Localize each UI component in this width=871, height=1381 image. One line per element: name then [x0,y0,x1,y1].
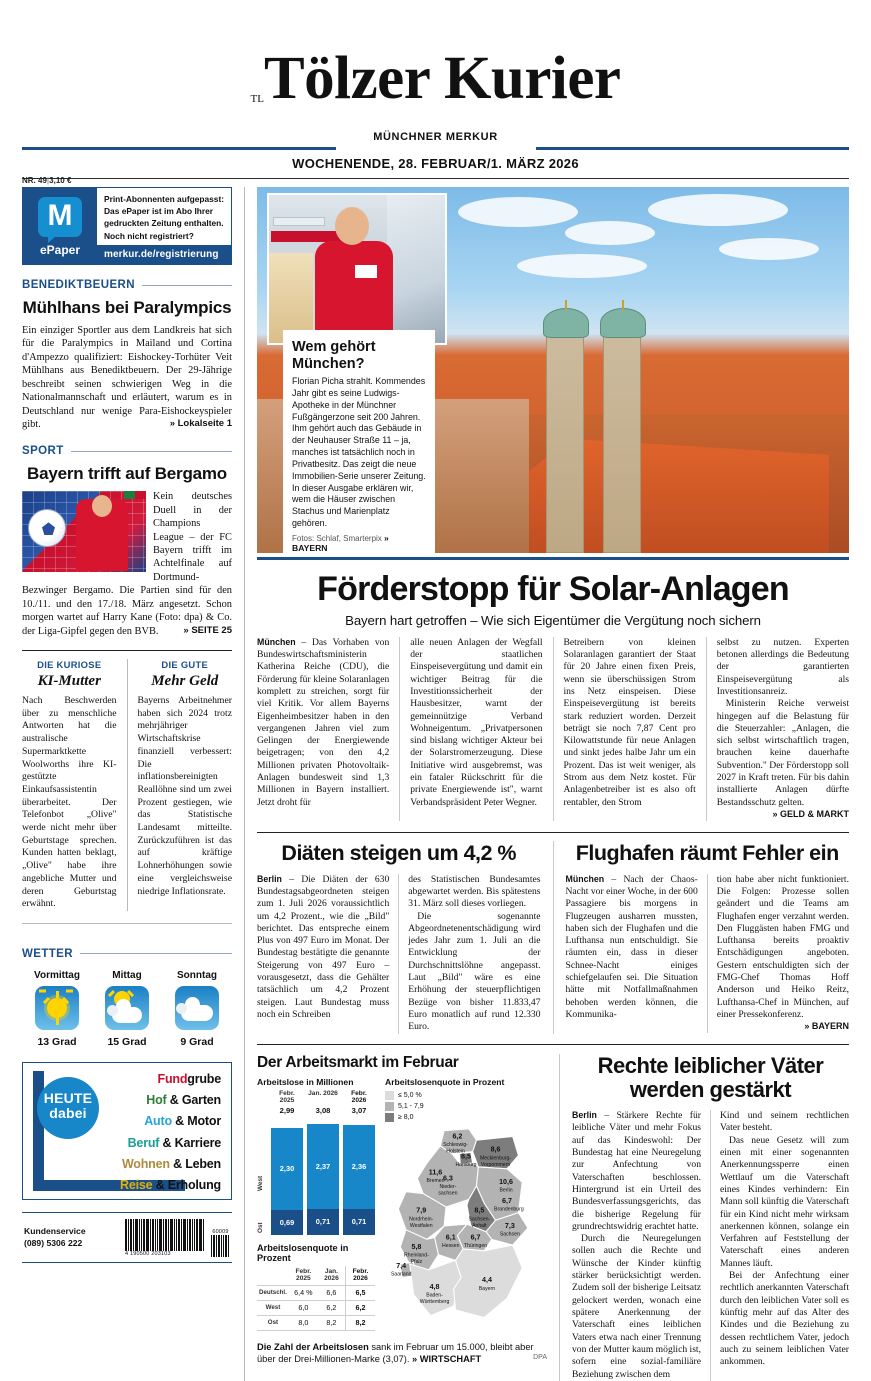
weather-days [22,970,232,1048]
legend-item [385,1112,547,1123]
bar-total: 3,07 [351,1105,367,1115]
story-diaeten [257,841,541,1034]
diaeten-headline[interactable]: Diäten steigen um 4,2 % [281,840,517,865]
rule-left [22,147,336,150]
tower-dome [600,308,646,338]
bar-segment-ost: 0,71 [343,1209,375,1235]
issue-price: 3,10 € [49,176,72,185]
supplement-auto-motor[interactable] [120,1114,221,1128]
cell: 6,0 [289,1300,318,1315]
lead-col2-text: alle neuen Anlagen der Wegfall der staatlichen Einspeisevergütung und damit ein wichtiger Beitrag für die Investitionssicherheit der Hausbesitzer, warnt der gemeinnützige Verband Wohneigentum. „Privatpersonen sind bislang wichtiger Akteur bei der Solarstromerzeugung. Diese Initiative wird ausgebremst, was ein fataler Rückschritt für die private Energiewende ist", warnt Verbandspräsident Peter Wegner. [410,636,543,808]
infographic-caption [257,1341,547,1366]
sport-body-text: Kein deutsches Duell in der Champions League – der FC Bayern trifft im Achtelfinale auf Dortmund-Bezwinger Bergamo. Die Partien sind für den 10./11. und den 17./18. März angesetzt. Schon morgen wartet auf Harry Kane (Foto: dpa) & Co. der Liga-Gipfel gegen den BVB. [22,491,232,637]
bar-column [343,1117,375,1235]
sup-part-b: Motor [187,1114,221,1129]
bar-axis-labels [257,1117,269,1235]
customer-service-text [24,1226,86,1249]
gute-body: Bayerns Arbeitnehmer haben sich 2024 trotz mehrjähriger Wirtschaftskrise finanziell verbessert: Die inflationsbereinigten Reallöhne sind um zwei Prozent gestiegen, wie das Statistische Landesamt mitteilte. Zurückzuführen ist das auf kräftige Lohnerhöhungen sowie eine vergleichsweise niedrige Inflationsrate. [137,695,232,897]
heute-supplement-list [120,1072,221,1199]
lead-col-3 [553,637,696,821]
weather-day-temp: 13 Grad [37,1035,77,1048]
value-mecklenburg-vorpommern: 8,6 [490,1145,501,1154]
svg-text:Rheinland-: Rheinland- [404,1252,429,1259]
issue-no: NR. 49 [22,176,47,185]
cell: 6,2 [345,1300,375,1315]
value-nordrhein-westfalen: 7,9 [416,1206,427,1215]
kuriose-body: Nach Beschwerden über zu menschliche Antworten hat die australische Supermarktkette Woolworths ihre KI-gestützte Einkaufsassistentin überarbeitet. Der Telefonbot „Olive" werde nicht mehr über Geburtstage sprechen. Kunden hatten beklagt, „Olive" habe ihre angebliche Mutter und deren Geburtstag erwähnt. [22,695,117,910]
th-col2: Jan. 2026 [318,1266,346,1286]
service-phone: (089) 5306 222 [24,1237,83,1248]
cloud-shape [112,1007,142,1023]
weather-widget[interactable] [22,923,232,1048]
svg-text:Nieder-: Nieder- [439,1184,457,1191]
sport-kicker-rule [71,451,232,452]
cell: 6,4 % [289,1285,318,1300]
value-thueringen: 6,7 [470,1233,481,1242]
supplement-fundgrube[interactable] [120,1072,221,1086]
hero-caption-credit [292,533,426,553]
lead-col3-text: Betreibern von kleinen Solaranlagen garantiert der Staat für 20 Jahre einen fixen Preis, wenn sie überschüssigen Strom ins Netz einspeisen. Diese Einspeisevergütung ist bereits stark reduziert worden. Derzeit beträgt sie noch 7,87 Cent pro Kilowattstunde für neue Anlagen und sinkt jedes halbe Jahr um ein Prozent. Das ist weit weniger, als Strom aus dem Netz kostet. Für Anlagenbetreiber ist es also oft rentabler, den Strom [563,636,696,808]
bar-column [271,1117,303,1235]
legend-swatch-mid [385,1102,394,1111]
value-niedersachsen: 6,3 [442,1174,453,1183]
sup-part-b: Leben [185,1156,221,1171]
hero-caption-ref[interactable]: » BAYERN [292,533,389,553]
sup-part-a: Beruf [127,1135,160,1150]
bar-total: 3,08 [315,1105,331,1115]
svg-text:Bremen: Bremen [426,1178,445,1185]
page-grid [22,187,849,1381]
flughafen-col2-text: tion habe aber nicht funktioniert. Die Folgen: Prozesse sollen geändert und die Teams am Flughafen enger verzahnt werden. Den Fluggästen haben FMG und Lufthansa bereits proaktiv Entschädigungen angeboten. Gestern entschuldigten sich der FMG-Chef Thomas Hoff Anderson und Heiko Reitz, Lufthansa-Chef in München, auf einer Pressekonferenz. [716,873,849,1021]
vaeter-col-1 [572,1110,701,1381]
weather-day-name: Sonntag [177,969,217,981]
epaper-url-link[interactable]: merkur.de/registrierung [97,245,231,264]
map-svg [385,1125,547,1330]
lead-col4a-text: selbst zu nutzen. Experten betonen allerdings die Bedeutung der garantierten Einspeisevergütung als Investitionsanreiz. [716,636,849,697]
heute-badge-line1: HEUTE [43,1089,93,1106]
legend-swatch-low [385,1091,394,1100]
sup-part-a: Reise [120,1177,153,1192]
table-row [257,1300,375,1315]
vaeter-col-2 [710,1110,849,1381]
lead-col1-text: – Das Vorhaben von Bundeswirtschaftsministerin Katherina Reiche (CDU), die Förderung für kleine Solaranlagen komplett zu streichen, sorgt für viel Kritik. Vor allem Bayerns Eigenheimbesitzer haben in den vergangenen Jahren viel zum Gelingen der Energiewende beigetragen; von den 4,2 Millionen privaten Photovoltaik-Anlagen bundesweit sind 1,3 Millionen in Bayern installiert. Jetzt droht für [257,636,390,808]
infographic-title: Der Arbeitsmarkt im Februar [257,1053,459,1071]
germany-map [385,1077,547,1335]
axis-label-west: West [257,1175,264,1191]
sup-part-mid: & [152,1177,168,1192]
weather-day-name: Vormittag [34,969,80,981]
value-sachsen: 7,3 [504,1222,515,1231]
vaeter-columns [572,1110,849,1381]
teaser-headline[interactable]: Mühlhans bei Paralympics [22,298,232,317]
cell: 6,5 [345,1285,375,1300]
teaser-kicker: BENEDIKTBEUERN [22,279,135,291]
bar-segment-ost: 0,71 [307,1209,339,1235]
flughafen-columns [566,874,850,1033]
cloud-icon [175,986,219,1030]
diaeten-col2b-text: Die sogenannte Abgeordnetenentschädigung wird jedes Jahr zum 1. Juli an die Entwicklung der Durchschnittslöhne angepasst. Laut „Bild" wäre es eine Erhöhung der steuerpflichtigen Bezüge von bisher 11.833,47 Euro monatlich auf rund 12.330 Euro. [408,910,541,1033]
bar-segment-west: 2,37 [307,1124,339,1209]
story-flughafen [553,841,850,1034]
teaser-ref[interactable]: » Lokalseite 1 [169,417,232,429]
bar-chart-plot [257,1117,375,1235]
infographic-ref[interactable]: » WIRTSCHAFT [412,1354,482,1365]
cloud-shape [181,1005,213,1021]
teaser-kicker-row [22,279,232,291]
masthead-bottom-rule [22,178,849,179]
map-legend [385,1090,547,1124]
bar-column [307,1117,339,1235]
quote-table-title: Arbeitslosenquote in Prozent [257,1242,349,1263]
epaper-promo[interactable] [22,187,232,265]
flughafen-headline[interactable]: Flughafen räumt Fehler ein [575,840,839,865]
kuriose-headline[interactable]: KI-Mutter [37,673,101,690]
svg-text:Anhalt: Anhalt [472,1223,487,1230]
issue-date: WOCHENENDE, 28. FEBRUAR/1. MÄRZ 2026 [292,156,579,171]
svg-text:sachsen: sachsen [438,1190,458,1197]
sun-disc [47,998,67,1018]
tower-dome [543,308,589,338]
row-label: Deutschl. [257,1285,289,1300]
svg-text:Sachsen: Sachsen [499,1231,520,1238]
supplement-beruf-karriere[interactable] [120,1136,221,1150]
hero-bottom-rule [257,557,849,560]
section-rule-1 [257,832,849,833]
svg-text:Sachsen-: Sachsen- [468,1216,491,1223]
name-badge [355,265,377,278]
sup-part-a: Auto [144,1114,172,1129]
sport-kicker-row [22,445,232,457]
frauenkirche [529,333,801,553]
weather-day [24,970,90,1048]
lead-columns [257,637,849,821]
supplement-hof-garten[interactable] [120,1093,221,1107]
hero-photo [257,187,849,553]
bar-cat: Febr. 2025 [279,1089,295,1104]
vaeter-col1a-text: – Stärkere Rechte für leibliche Väter und mehr Fokus auf das Kindeswohl: Der Bundestag hat eine Neuregelung zur Anfechtung von Vaterschaften beschlossen. Hintergrund ist ein Urteil des Bundesverfassungsgerichts, das die bisherige Regelung für grundrechtswidrig erachtet hatte. [572,1110,701,1232]
cell: 8,2 [318,1315,346,1330]
value-rheinland-pfalz: 5,8 [411,1243,422,1252]
svg-text:Vorpommern: Vorpommern [480,1162,511,1169]
epaper-body [97,188,231,264]
sup-part-a: Fund [157,1071,188,1086]
value-hamburg: 8,5 [461,1152,471,1161]
rule-right [536,147,850,150]
svg-text:Schleswig-: Schleswig- [443,1142,468,1149]
infographic-caption-bold: Die Zahl der Arbeitslosen [257,1342,369,1353]
bar-total: 2,99 [279,1105,295,1115]
value-hessen: 6,1 [445,1233,456,1242]
sup-part-mid: & [171,1114,188,1129]
diaeten-col2a-text: des Statistischen Bundesamtes abgewartet werden. Bis spätestens 31. März soll dieses vorliegen. [408,873,541,910]
map-title: Arbeitslosenquote in Prozent [385,1076,505,1087]
flughafen-col-2 [707,874,849,1033]
diaeten-dateline: Berlin [257,873,282,884]
bar-segment-west: 2,30 [271,1128,303,1210]
heute-dabei-promo[interactable] [22,1062,232,1200]
sup-part-b: grube [187,1071,221,1086]
legend-item [385,1101,547,1112]
weather-day [164,970,230,1048]
weather-day-temp: 9 Grad [180,1035,214,1048]
value-bayern: 4,4 [482,1276,492,1285]
weather-kicker: WETTER [22,947,73,960]
epaper-text: Print-Abonnenten aufgepasst: Das ePaper ist im Abo Ihrer gedruckten Zeitung enthalten. Noch nicht registriert? [104,194,225,241]
lead-headline[interactable]: Förderstopp für Solar-Anlagen [317,570,789,608]
bottom-row [257,1044,849,1381]
row-label: West [257,1300,289,1315]
cell: 6,6 [318,1285,346,1300]
infographic-arbeitsmarkt [257,1054,547,1381]
weather-day-name: Mittag [112,969,142,981]
supplement-wohnen-leben[interactable] [120,1157,221,1171]
diaeten-col-1 [257,874,389,1034]
gute-kicker: DIE GUTE [161,659,209,671]
table-header-row [257,1266,375,1286]
svg-text:Pfalz: Pfalz [410,1259,423,1266]
th-col1: Febr. 2025 [289,1266,318,1286]
svg-text:Hessen: Hessen [442,1243,460,1250]
cathedral-tower-left [546,333,584,553]
th-col3: Febr. 2026 [345,1266,375,1286]
teaser-benediktbeuern[interactable] [22,279,232,431]
bar-chart [257,1077,375,1335]
weather-kicker-rule [80,953,232,954]
issue-number: NR. 49|3,10 € [22,176,72,185]
quote-table [257,1266,375,1331]
infographic-dpa: DPA [533,1354,547,1362]
story-vaeter [559,1054,849,1381]
value-sachsen-anhalt: 8,5 [474,1206,485,1215]
lead-subheadline: Bayern hart getroffen – Wie sich Eigentümer die Vergütung noch sichern [345,612,761,628]
sup-part-a: Wohnen [121,1156,170,1171]
lead-story [257,572,849,821]
svg-text:Nordrhein-: Nordrhein- [409,1216,434,1223]
barcode-addon [211,1229,230,1257]
row-label: Ost [257,1315,289,1330]
vaeter-headline[interactable] [572,1054,849,1102]
sport-headline[interactable]: Bayern trifft auf Bergamo [27,464,227,484]
kuriose-kicker: DIE KURIOSE [37,659,102,671]
weather-day-temp: 15 Grad [107,1035,147,1048]
flughafen-endmark[interactable]: » BAYERN [804,1021,849,1032]
svg-text:Hamburg: Hamburg [455,1162,477,1169]
lead-col-2 [399,637,542,821]
customer-service-strip [22,1212,232,1263]
value-bremen: 11,6 [428,1168,443,1177]
svg-text:Brandenburg: Brandenburg [494,1206,524,1213]
dual-teasers [22,650,232,911]
svg-text:Berlin: Berlin [499,1187,513,1194]
legend-label: 5,1 - 7,9 [398,1102,424,1110]
svg-text:Bayern: Bayern [478,1286,496,1293]
teaser-die-gute[interactable] [127,659,233,911]
cell: 6,2 [318,1300,346,1315]
service-label: Kundenservice [24,1226,86,1237]
flag-icon [124,491,146,499]
diaeten-col-2 [398,874,540,1034]
teaser-sport[interactable] [22,445,232,638]
hero-caption-body: Florian Picha strahlt. Kommendes Jahr gibt es seine Ludwigs-Apotheke in der Münchner Fußgängerzone seit 200 Jahren. Ihm gehört auch das Gebäude in der Neuhauser Straße 11 – ja, manches ist tatsächlich noch in Privatbesitz. Das zeigt die neue Immobilien-Serie unserer Zeitung. In dieser Ausgabe erklären wir, wem die Häuser zwischen Stachus und Marienplatz gehören. [292,376,426,529]
quote-table-block [257,1243,375,1331]
lead-endmark[interactable]: » GELD & MARKT [772,809,849,820]
vaeter-headline-line1: Rechte leiblicher Väter [597,1052,824,1078]
svg-text:Saarland: Saarland [390,1271,412,1278]
person-head [335,207,369,245]
sup-part-mid: & [166,1093,182,1108]
merkur-m-icon: M [38,197,82,237]
paper-title-text: Tölzer Kurier [263,45,621,112]
value-brandenburg: 6,7 [502,1197,512,1206]
vaeter-dateline: Berlin [572,1110,597,1121]
paper-subtitle: MÜNCHNER MERKUR [373,131,498,143]
bar-chart-totals [257,1106,375,1115]
heute-badge [37,1077,99,1139]
sup-part-a: Hof [146,1093,167,1108]
barcode-addon-digits: 60009 [212,1228,229,1235]
supplement-reise-erholung[interactable] [120,1178,221,1192]
legend-item [385,1090,547,1101]
secondary-stories [257,841,849,1034]
diaeten-col1-text: – Die Diäten der 630 Bundestagsabgeordneten steigen zum 1. Juli 2026 voraussichtlich um 4,2 Prozent., wie die „Bild" berichtet. Das entspreche einem Plus von 497 Euro im Monat. Der Bundestag bestätigte die genannte Steigerung von 497 Euro – vorausgesetzt, dass die Gehälter tatsächlich um 4,2 Prozent steigen. Laut Bundestag muss noch ein Schreiben [257,873,390,1021]
cell: 8,2 [345,1315,375,1330]
infographic-content [257,1077,547,1335]
svg-text:Thüringen: Thüringen [463,1243,488,1250]
lead-col-4 [706,637,849,821]
shop-sign-small [273,217,325,226]
teaser-die-kuriose[interactable] [22,659,117,911]
sup-part-b: Karriere [174,1135,221,1150]
teaser-body [22,324,232,431]
gute-headline[interactable]: Mehr Geld [151,673,219,690]
bar-chart-title: Arbeitslose in Millionen [257,1076,354,1087]
paper-title [250,45,621,112]
sup-part-mid: & [169,1156,186,1171]
masthead [22,0,849,179]
vaeter-col1b-text: Durch die Neuregelungen sollen auch die Rechte und Wünsche der Kinder künftig stärker berücksichtigt werden. Zudem soll der bisherige Leitsatz gelockert werden, wonach eine spätere Anerkennung der Vaterschaft eines leiblichen Vaters etwa nach einer Trennung von der Mutter kaum möglich ist, sofern eine sozial-familiäre Beziehung zwischen dem [572,1233,701,1380]
vaeter-headline-line2: werden gestärkt [629,1076,792,1102]
diaeten-columns [257,874,541,1034]
shop-glass [387,195,445,345]
sport-teaser-wrap [22,490,232,638]
lead-col4b-text: Ministerin Reiche verweist hingegen auf die Belastung für die Steuerzahler: „Anlagen, die sich selbst wirtschaftlich tragen, brauchen keine dauerhafte Subvention." Der Förderstopp soll 2027 in Kraft treten. Für bis dahin installierte Anlagen dürfte Bestandsschutz gelten. [716,698,849,808]
bar-cat: Jan. 2026 [308,1089,338,1097]
epaper-logo [23,188,97,264]
hero-caption [283,330,435,553]
sun-cloud-icon [105,986,149,1030]
flughafen-col-1 [566,874,698,1033]
svg-text:Holstein: Holstein [446,1148,465,1155]
value-berlin: 10,6 [499,1178,513,1187]
left-rail [22,187,244,1381]
bar-chart-categories [257,1090,375,1104]
svg-text:Westfalen: Westfalen [409,1223,433,1230]
value-baden-wuerttemberg: 4,8 [429,1283,440,1292]
barcode-bars [125,1219,205,1251]
barcode-digits: 4 190500 203103 [125,1250,171,1257]
table-row [257,1285,375,1300]
infographic-caption-rest: sank im Februar um 15.000, bleibt aber über der Drei-Millionen-Marke (3,07). [257,1342,534,1365]
sport-ref[interactable]: » SEITE 25 [183,624,232,636]
lead-dateline: München [257,636,296,647]
table-row [257,1315,375,1330]
lead-col-1 [257,637,389,821]
kicker-rule [142,285,232,286]
value-schleswig-holstein: 6,2 [452,1132,463,1141]
barcode [125,1219,230,1257]
heute-badge-line2: dabei [49,1104,87,1121]
svg-text:Württemberg: Württemberg [419,1299,450,1306]
sport-kicker: SPORT [22,445,64,458]
sun-icon [35,986,79,1030]
legend-label: ≥ 8,0 [398,1114,414,1122]
bar-cat: Febr. 2026 [351,1089,367,1104]
masthead-rules [22,147,849,150]
sup-part-b: Erholung [167,1177,221,1192]
legend-swatch-high [385,1113,394,1122]
epaper-logo-word: ePaper [39,242,81,257]
hero-caption-headline: Wem gehört München? [292,339,376,372]
main-column [244,187,849,1381]
weather-kicker-row [22,948,232,960]
weather-day [94,970,160,1048]
sport-photo [22,491,146,572]
paper-title-mark: TL [250,93,264,105]
flughafen-col1-text: – Nach der Chaos-Nacht vor einer Woche, in der 600 Passagiere bis morgens in Flugzeugen ausharren mussten, haben sich der Flughafen und die Lufthansa nun entschuldigt. Sie räumten ein, dass in dieser Schnee-Nacht einiges schiefgelaufen sei. Die Situation hätte mit Notfallmaßnahmen behoben werden können, die Kommunika- [565,873,698,1021]
inset-photo-pharmacist [267,193,447,345]
teaser-body-text: Ein einziger Sportler aus dem Landkreis hat sich für die Paralympics in Mailand und Cortina d'Ampezzo qualifiziert: Eishockey-Torhüter Veit Mühlhans aus Benediktbeuern. Der 29-Jährige beschreibt seinen schwierigen Weg in die Nationalmannschaft und erläutert, warum es in Deutschland nur wenige Para-Eishockeyspieler gibt. [22,325,232,430]
vaeter-col2c-text: Bei der Anfechtung einer rechtlich anerkannten Vaterschaft durch den leiblichen Vater soll es künftig mehr auf das Alter des Kindes und die Beziehung zu dessen rechtlichem Vater, jedoch auch zu seinem leiblichen Vater ankommen. [720,1270,849,1368]
axis-label-ost: Ost [257,1222,264,1233]
cell: 8,0 [289,1315,318,1330]
sup-part-mid: & [159,1135,175,1150]
th-blank [257,1266,289,1286]
legend-label: ≤ 5,0 % [398,1091,422,1099]
svg-text:Mecklenburg-: Mecklenburg- [480,1155,512,1162]
sup-part-b: Garten [181,1093,221,1108]
vaeter-col2b-text: Das neue Gesetz will zum einen mit einer sogenannten Anerkennungssperre einen Wettlauf um die Vaterschaft eines Kindes verhindern: Ein Mann soll künftig die Vaterschaft für ein Kind nicht mehr wirksam anerkennen können, solange ein Verfahren auf Feststellung der Vaterschaft eines anderen Mannes läuft. [720,1134,849,1269]
cathedral-tower-right [603,333,641,553]
vaeter-col2a-text: Kind und seinem rechtlichen Vater besteht. [720,1110,849,1134]
value-saarland: 7,4 [396,1262,407,1271]
bar-segment-west: 2,36 [343,1125,375,1210]
flughafen-dateline: München [565,873,605,884]
barcode-addon-bars [211,1235,230,1257]
svg-text:Baden-: Baden- [426,1292,443,1299]
photo-credit: Fotos: Schlaf, Smarterpix [292,534,382,543]
bar-segment-ost: 0,69 [271,1210,303,1235]
